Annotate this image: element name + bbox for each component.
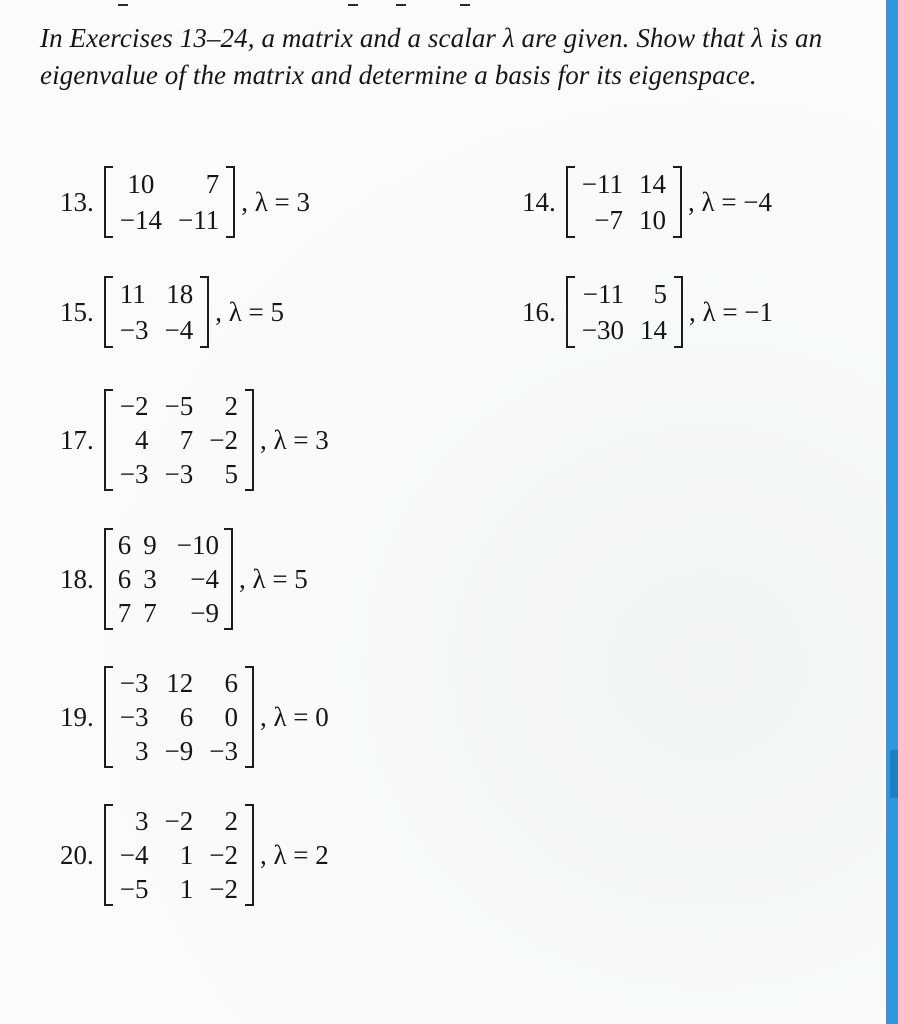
matrix-entry: 3 [134, 736, 149, 766]
exercise-18 [60, 528, 308, 630]
matrix-entry: 3 [143, 564, 157, 594]
matrix-entry: 7 [143, 598, 157, 628]
matrix-entry: 3 [134, 806, 149, 836]
matrix-entry: 6 [179, 702, 194, 732]
matrix-entry: 7 [205, 169, 220, 199]
exercise-number: 16. [522, 296, 556, 327]
matrix [566, 276, 683, 348]
matrix-entry: −10 [176, 530, 219, 560]
matrix-entry: −5 [164, 391, 194, 421]
matrix-entry: −9 [190, 598, 219, 628]
exercise-number: 15. [60, 296, 94, 327]
matrix-entry: −9 [164, 736, 194, 766]
eigenvalue-label: , λ = 3 [259, 424, 329, 455]
matrix-entry: 2 [224, 806, 238, 836]
vertical-scrollbar[interactable] [886, 0, 898, 1024]
matrix-entry: −3 [119, 315, 149, 345]
matrix-entry: −4 [164, 315, 194, 345]
matrix-entry: −4 [190, 564, 219, 594]
matrix-entry: 14 [639, 315, 667, 345]
matrix-entry: −2 [209, 874, 238, 904]
matrix-entry: 5 [653, 279, 667, 309]
matrix-entry: −11 [582, 279, 624, 309]
exercise-number: 17. [60, 424, 94, 455]
exercise-instructions: In Exercises 13–24, a matrix and a scalar λ are given. Show that λ is an eigenvalue of the matrix and determine a basis for its eigenspace. [40, 23, 823, 90]
matrix-entry: −3 [119, 702, 149, 732]
matrix-entry: 18 [166, 279, 194, 309]
exercise-number: 14. [522, 186, 556, 217]
exercise-19 [60, 666, 329, 768]
matrix [104, 276, 209, 348]
matrix-entry: −11 [177, 205, 220, 235]
exercise-14 [522, 166, 772, 238]
eigenvalue-label: , λ = −1 [688, 296, 774, 327]
eigenvalue-label: , λ = −4 [687, 186, 773, 217]
previous-content-fragment [0, 0, 884, 8]
scrollbar-thumb[interactable] [890, 750, 898, 798]
exercise-number: 13. [60, 186, 94, 217]
matrix-entry: 1 [179, 840, 194, 870]
matrix-entry: 6 [224, 668, 238, 698]
matrix-entry: 2 [224, 391, 238, 421]
matrix [104, 389, 254, 491]
eigenvalue-label: , λ = 5 [215, 296, 285, 327]
matrix-entry: −2 [164, 806, 194, 836]
matrix-entry: 7 [117, 598, 132, 628]
matrix-entry: 0 [224, 702, 238, 732]
matrix-entry: −3 [119, 459, 149, 489]
matrix-entry: −2 [119, 391, 149, 421]
matrix-entry: −3 [209, 736, 238, 766]
matrix-entry: 6 [117, 530, 132, 560]
matrix-entry: 11 [119, 279, 146, 309]
eigenvalue-label: , λ = 2 [259, 839, 329, 870]
matrix-entry: 4 [134, 425, 149, 455]
exercise-16 [522, 276, 773, 348]
matrix-entry: −3 [119, 668, 149, 698]
matrix-entry: −2 [209, 840, 238, 870]
matrix-entry: −2 [209, 425, 238, 455]
eigenvalue-label: , λ = 3 [241, 186, 311, 217]
matrix-entry: −30 [581, 315, 624, 345]
matrix-entry: 10 [127, 169, 155, 199]
exercise-number: 20. [60, 839, 94, 870]
eigenvalue-label: , λ = 5 [238, 563, 308, 594]
matrix-entry: 6 [117, 564, 132, 594]
eigenvalue-label: , λ = 0 [259, 701, 329, 732]
matrix-entry: −4 [119, 840, 149, 870]
exercise-number: 18. [60, 563, 94, 594]
exercise-number: 19. [60, 701, 94, 732]
matrix-entry: −7 [594, 205, 623, 235]
matrix-entry: 5 [224, 459, 238, 489]
matrix-entry: 1 [179, 874, 194, 904]
exercise-13 [60, 166, 310, 238]
exercise-17 [60, 389, 329, 491]
matrix-entry: −11 [581, 169, 623, 199]
matrix [566, 166, 682, 238]
matrix [104, 666, 254, 768]
matrix-entry: 7 [179, 425, 194, 455]
matrix [104, 804, 254, 906]
matrix-entry: 9 [143, 530, 157, 560]
exercise-15 [60, 276, 284, 348]
matrix-entry: −5 [119, 874, 149, 904]
matrix [104, 528, 233, 630]
matrix [104, 166, 235, 238]
matrix-entry: 14 [638, 169, 666, 199]
matrix-entry: 12 [166, 668, 194, 698]
exercise-20 [60, 804, 329, 906]
matrix-entry: 10 [638, 205, 666, 235]
matrix-entry: −3 [164, 459, 194, 489]
matrix-entry: −14 [119, 205, 162, 235]
